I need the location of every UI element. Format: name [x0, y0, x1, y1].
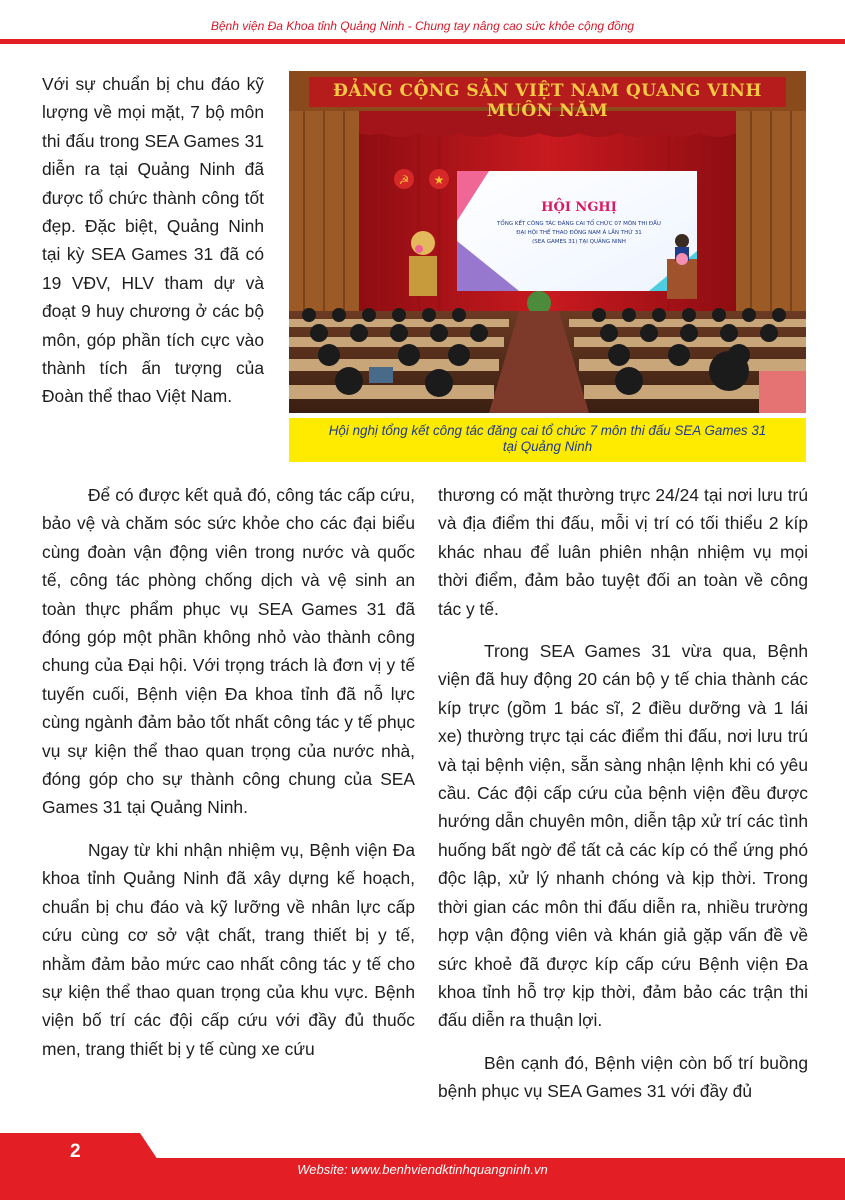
left-column [42, 481, 415, 1063]
caption-line-1: Hội nghị tổng kết công tác đăng cai tổ chức 7 môn thi đấu SEA Games 31 [328, 423, 767, 438]
paragraph-spacer [438, 1035, 808, 1049]
left-paragraph-2: Ngay từ khi nhận nhiệm vụ, Bệnh viện Đa khoa tỉnh Quảng Ninh đã xây dựng kế hoạch, chuẩn bị chu đáo và kỹ lưỡng về nhân lực cấp cứu cùng cơ sở vật chất, trang thiết bị y tế, nhằm đảm bảo mức cao nhất công tác y tế cho sự kiện thể thao quan trọng của khu vực. Bệnh viện bố trí các đội cấp cứu với đầy đủ thuốc men, trang thiết bị y tế cùng xe cứu [42, 839, 415, 1059]
footer-website[interactable]: Website: www.benhviendktinhquangninh.vn [297, 1162, 548, 1177]
screen-title: HỘI NGHỊ [541, 200, 617, 215]
svg-text:☭: ☭ [398, 173, 410, 187]
caption-line-2: tại Quảng Ninh [502, 439, 593, 454]
intro-paragraph: Với sự chuẩn bị chu đáo kỹ lượng về mọi mặt, 7 bộ môn thi đấu trong SEA Games 31 diễn ra tại Quảng Ninh đã được tổ chức thành công tốt đẹp. Đặc biệt, Quảng Ninh tại kỳ SEA Games 31 đã có 19 VĐV, HLV tham dự và đoạt 9 huy chương ở các bộ môn, góp phần tích cực vào thành tích ấn tượng của Đoàn thể thao Việt Nam. [42, 74, 264, 407]
header-rule [0, 39, 845, 44]
svg-text:★: ★ [433, 173, 445, 187]
paragraph-spacer [42, 822, 415, 836]
right-paragraph-3: Bên cạnh đó, Bệnh viện còn bố trí buồng bệnh phục vụ SEA Games 31 với đầy đủ [438, 1052, 808, 1102]
page-header [0, 0, 845, 44]
header-title: Bệnh viện Đa Khoa tỉnh Quảng Ninh - Chung tay nâng cao sức khỏe cộng đồng [210, 19, 635, 33]
left-paragraph-1: Để có được kết quả đó, công tác cấp cứu, bảo vệ và chăm sóc sức khỏe cho các đại biểu cùng đoàn vận động viên trong nước và quốc tế, công tác phòng chống dịch và vệ sinh an toàn thực phẩm phục vụ SEA Games 31 đã đóng góp một phần không nhỏ vào thành công chung của Đại hội. Với trọng trách là đơn vị y tế tuyến cuối, Bệnh viện Đa khoa tỉnh đã nỗ lực cùng ngành đảm bảo tốt nhất công tác y tế phục vụ sự kiện thể thao quan trọng của nước nhà, đóng góp cho sự thành công chung của SEA Games 31 tại Quảng Ninh. [42, 485, 415, 818]
photo-caption [289, 418, 806, 462]
page-number: 2 [70, 1141, 81, 1162]
screen-line-1: TỔNG KẾT CÔNG TÁC ĐĂNG CAI TỔ CHỨC 07 MÔN THI ĐẤU [497, 221, 661, 227]
screen-line-3: (SEA GAMES 31) TẠI QUẢNG NINH [532, 239, 626, 245]
conference-photo [289, 71, 806, 413]
paragraph-spacer [438, 623, 808, 637]
right-paragraph-1: thương có mặt thường trực 24/24 tại nơi lưu trú và địa điểm thi đấu, mỗi vị trí có tối thiểu 2 kíp khác nhau để luân phiên nhận nhiệm vụ mọi thời điểm, đảm bảo tuyệt đối an toàn về công tác y tế. [438, 485, 808, 619]
screen-line-2: ĐẠI HỘI THỂ THAO ĐÔNG NAM Á LẦN THỨ 31 [516, 230, 642, 236]
photo-banner: ĐẢNG CỘNG SẢN VIỆT NAM QUANG VINH MUÔN NĂM [333, 81, 762, 121]
right-column [438, 481, 808, 1106]
right-paragraph-2: Trong SEA Games 31 vừa qua, Bệnh viện đã huy động 20 cán bộ y tế chia thành các kíp trực (gồm 1 bác sĩ, 2 điều dưỡng và 1 lái xe) thường trực tại các điểm thi đấu, nơi lưu trú và tại bệnh viện, sẵn sàng nhận lệnh khi có yêu cầu. Các đội cấp cứu của bệnh viện đều được hướng dẫn chuyên môn, diễn tập xử trí các tình huống bất ngờ để tất cả các kíp có thể ứng phó độc lập, xử lý nhanh chóng và kịp thời. Trong thời gian các môn thi đấu diễn ra, nhiều trường hợp vận động viên và khán giả gặp vấn đề về sức khoẻ đã được kíp cấp cứu Bệnh viện Đa khoa tỉnh hỗ trợ kịp thời, đảm bảo các trận thi đấu diễn ra thuận lợi. [438, 641, 808, 1031]
